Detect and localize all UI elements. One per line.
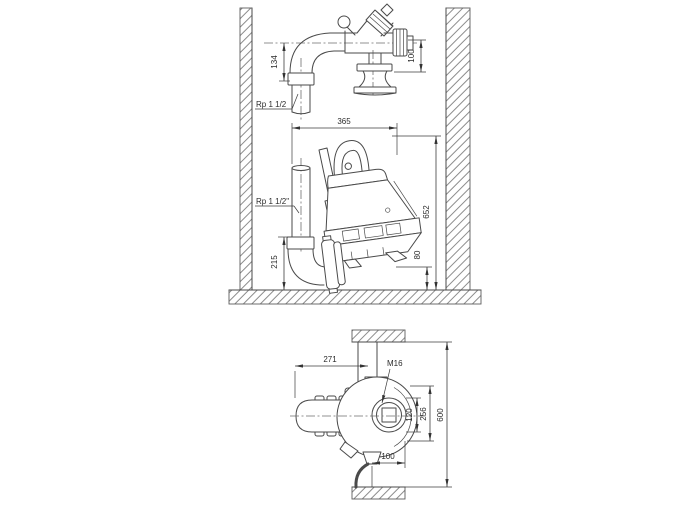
dim-label-652: 652	[422, 205, 431, 219]
lower-wall-section	[352, 487, 405, 499]
upper-wall-section	[352, 330, 405, 342]
riser-socket	[287, 237, 314, 249]
riser-pipe	[287, 166, 326, 286]
installation-side-view	[229, 4, 481, 304]
valve-cap-knob	[381, 4, 393, 16]
dim-365	[292, 117, 397, 164]
dim-label-80: 80	[413, 250, 422, 260]
plan-rear-view	[290, 330, 452, 499]
outlet-stub	[407, 36, 413, 50]
check-valve-assembly	[338, 4, 413, 95]
shaft-square-end	[382, 408, 396, 422]
dim-label-100-valve: 100	[407, 49, 416, 63]
thread-label-lower: Rp 1 1/2"	[256, 197, 290, 206]
thread-label-upper: Rp 1 1/2	[256, 100, 287, 109]
power-cable	[356, 452, 381, 487]
dim-215	[270, 237, 288, 290]
pump-side-view	[312, 133, 425, 294]
carrying-handle	[330, 139, 369, 176]
dim-label-271: 271	[323, 355, 337, 364]
discharge-elbow-pipe	[288, 33, 345, 114]
dim-label-215: 215	[270, 255, 279, 269]
dim-label-600: 600	[436, 408, 445, 422]
left-wall	[240, 8, 252, 290]
dim-label-100-cable: 100	[381, 452, 395, 461]
dim-label-256: 256	[419, 407, 428, 421]
cable-gland-rear	[363, 452, 381, 464]
dim-label-134: 134	[270, 55, 279, 69]
lifting-eye	[345, 163, 352, 170]
union-nut	[393, 29, 407, 56]
dim-label-365: 365	[337, 117, 351, 126]
right-wall	[446, 8, 470, 290]
pit-floor	[229, 290, 481, 304]
valve-foot	[354, 53, 396, 95]
pipe-open-end	[292, 166, 310, 171]
bolt-label-m16: M16	[387, 359, 403, 368]
pipe-socket	[288, 73, 314, 85]
dim-134	[270, 43, 290, 81]
dim-label-120: 120	[405, 408, 414, 422]
dim-600	[436, 342, 447, 487]
ball-handle	[338, 16, 350, 28]
pump-foot-left	[344, 258, 361, 268]
